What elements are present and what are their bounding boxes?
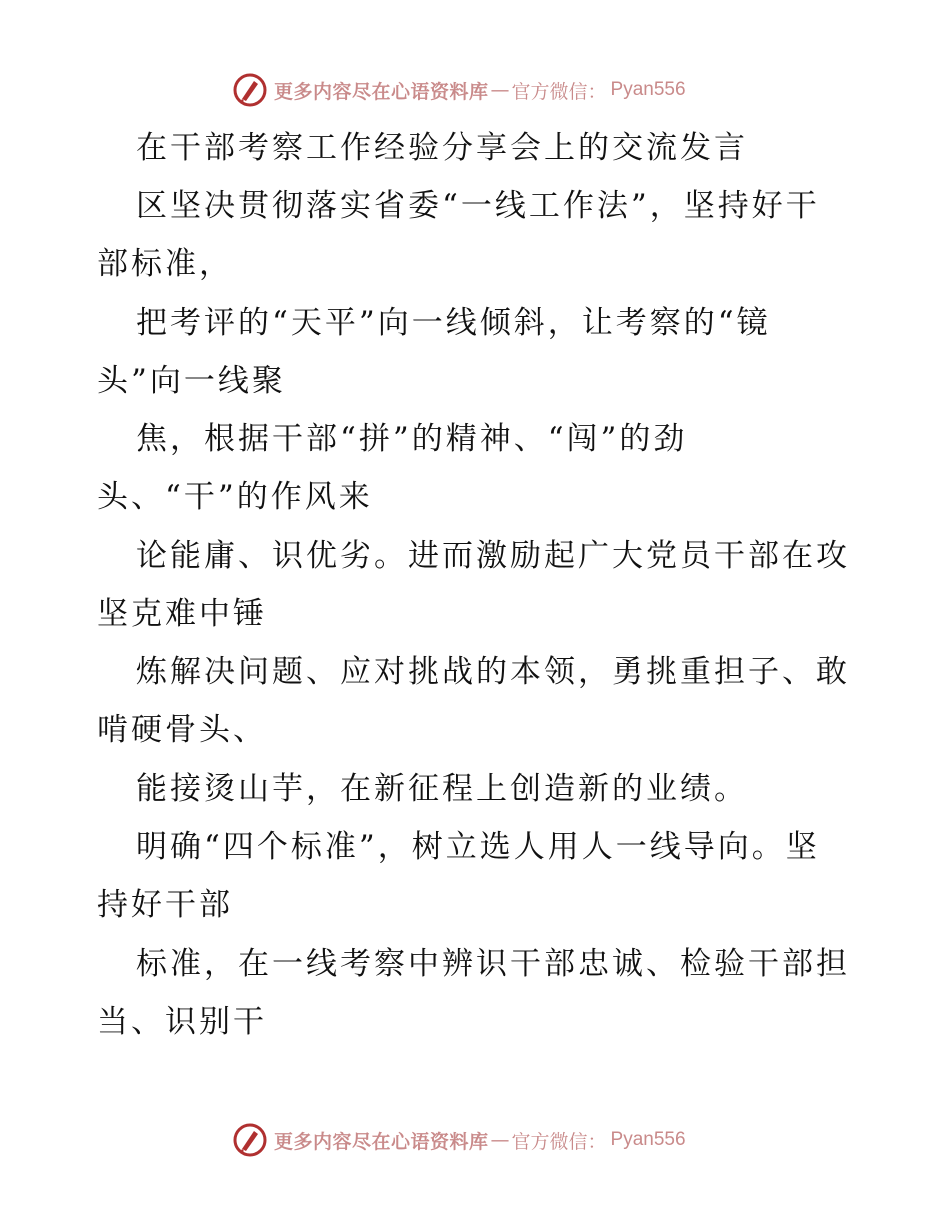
banner-wechat-id: Pyan556 <box>610 1129 686 1150</box>
banner-main-text: 更多内容尽在心语资料库 <box>274 1130 489 1153</box>
header-watermark-banner <box>232 70 686 110</box>
banner-wechat-label: 官方微信： <box>511 1130 607 1153</box>
banner-separator: — <box>490 1129 510 1151</box>
paragraph-line: 当、识别干 <box>97 1004 267 1040</box>
paragraph-line: 部标准， <box>97 246 233 282</box>
banner-wechat-id: Pyan556 <box>610 79 686 100</box>
paragraph-line: 论能庸、识优劣。进而激励起广大党员干部在攻 <box>136 538 850 574</box>
paragraph-line: 焦，根据干部“拼”的精神、“闯”的劲 <box>136 421 688 457</box>
paragraph-line: 能接烫山芋，在新征程上创造新的业绩。 <box>136 771 748 807</box>
document-title: 在干部考察工作经验分享会上的交流发言 <box>136 130 748 166</box>
paragraph-line: 啃硬骨头、 <box>97 712 267 748</box>
banner-wechat-label: 官方微信： <box>511 80 607 103</box>
paragraph-line: 坚克难中锤 <box>97 596 267 632</box>
banner-separator: — <box>490 79 510 101</box>
paragraph-line: 标准，在一线考察中辨识干部忠诚、检验干部担 <box>136 946 850 982</box>
paragraph-line: 持好干部 <box>97 887 233 923</box>
pen-nib-circle-icon <box>232 1122 268 1158</box>
paragraph-line: 头”向一线聚 <box>97 363 286 399</box>
banner-main-text: 更多内容尽在心语资料库 <box>274 80 489 103</box>
paragraph-line: 炼解决问题、应对挑战的本领，勇挑重担子、敢 <box>136 654 850 690</box>
paragraph-line: 把考评的“天平”向一线倾斜，让考察的“镜 <box>136 305 771 341</box>
pen-nib-circle-icon <box>232 72 268 108</box>
paragraph-line: 明确“四个标准”，树立选人用人一线导向。坚 <box>136 829 820 865</box>
footer-watermark-banner <box>232 1120 686 1160</box>
paragraph-line: 区坚决贯彻落实省委“一线工作法”，坚持好干 <box>136 188 820 224</box>
paragraph-line: 头、“干”的作风来 <box>97 479 373 515</box>
